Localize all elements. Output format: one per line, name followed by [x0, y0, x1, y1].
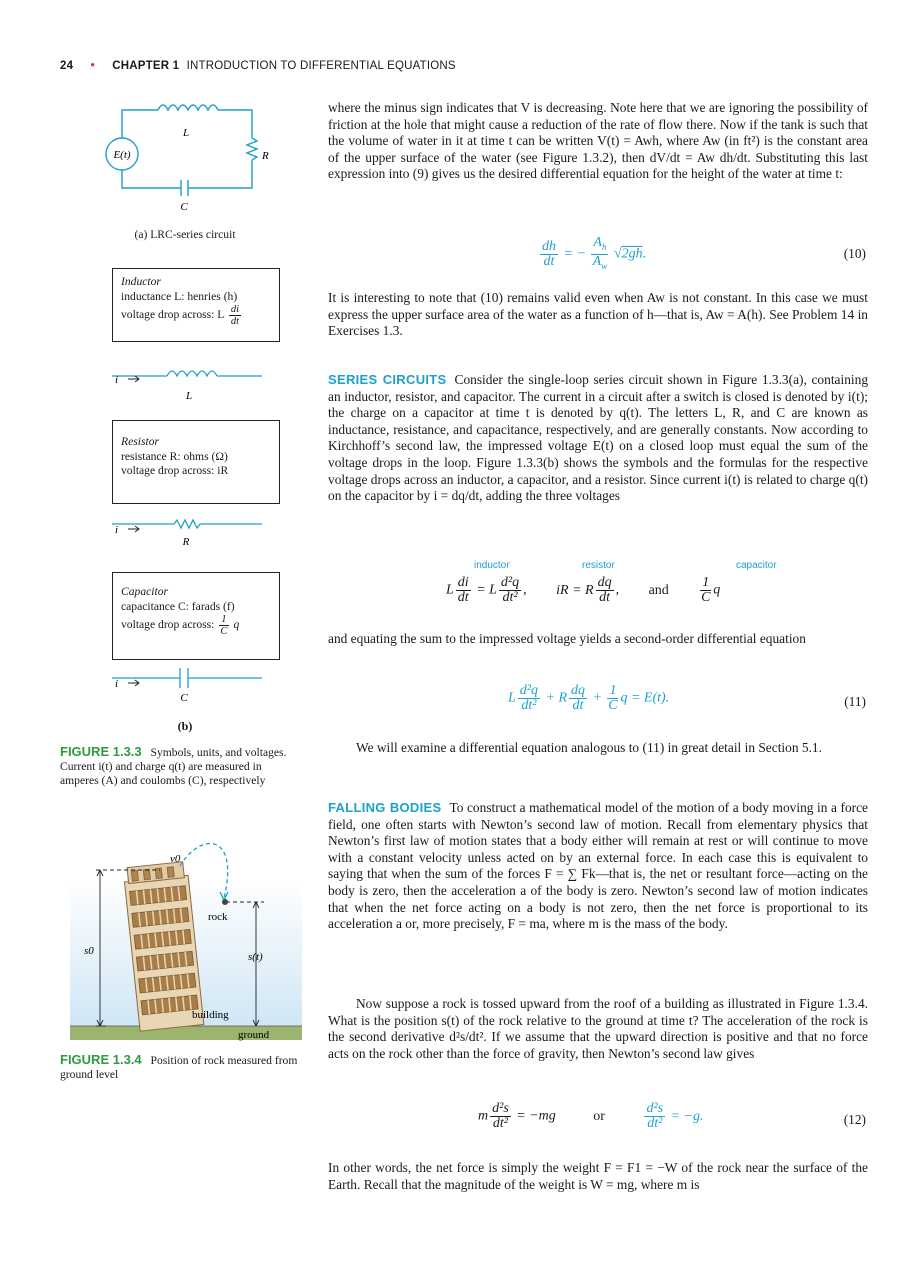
resistor-line2: voltage drop across: iR [121, 464, 229, 477]
leaning-tower-illustration [70, 838, 302, 1050]
paragraph-6-text: To construct a mathematical model of the motion of a body moving in a force field, one often starts with Newton’s second law of motion. Recall from elementary physics that Newton’s first law of motion states that a body either will remain at rest or will continue to move with a constant velocity unless acted on by an external force. In each case this is equivalent to saying that when the sum of the forces F = ∑ Fk—that is, the net or resultant force—acting on the body is zero, then the acceleration a of the body is zero. Newton’s second law of motion indicates that when the net force acting on a body is not zero, then the net force is proportional to its acceleration a or, more precisely, F = ma, where m is the mass of the body. [328, 800, 868, 932]
inductor-line2-row [121, 304, 271, 327]
capacitor-line2-row [121, 614, 271, 637]
or-word: or [593, 1108, 605, 1124]
inductor-title: Inductor [121, 275, 161, 288]
falling-bodies-heading: FALLING BODIES [328, 800, 442, 815]
current-arrow-icon [128, 526, 139, 532]
chapter-label: CHAPTER 1 [112, 60, 180, 72]
rock-icon [222, 899, 228, 905]
svg-text:v0: v0 [170, 853, 181, 865]
capacitor-line1: capacitance C: farads (f) [121, 599, 235, 613]
subfigure-a-caption: (a) LRC-series circuit [134, 228, 236, 241]
lrc-circuit-diagram [100, 98, 270, 213]
resistor-symbol [112, 514, 272, 554]
chapter-title: INTRODUCTION TO DIFFERENTIAL EQUATIONS [186, 60, 456, 72]
equation-11: L $\frac{\text{d²q}}{\text{dt²}}$ + R $\frac{dq}{dt}$ + $\frac{1}{C}$ q = E(t). [508, 683, 670, 713]
svg-text:building: building [192, 1009, 229, 1021]
bullet-icon: • [90, 60, 95, 72]
figure-1-3-3-caption [60, 745, 300, 788]
figure-1-3-3-label: FIGURE 1.3.3 [60, 744, 142, 759]
svg-text:L: L [185, 390, 193, 402]
figure-1-3-4-text: Position of rock measured from ground level [60, 1054, 298, 1081]
paragraph-4-text: and equating the sum to the impressed voltage yields a second-order differential equation [328, 631, 806, 646]
and-word: and [648, 582, 669, 598]
figure-1-3-4-caption [60, 1053, 300, 1082]
voltage-drop-equations: L $\frac{di}{dt}$ = L $\frac{\text{d²q}}{\text{dt²}}$ , iR = R $\frac{dq}{dt}$ , and $\frac{1}{C}$ q [446, 575, 721, 605]
svg-text:i: i [115, 524, 119, 536]
paragraph-8 [328, 1160, 868, 1193]
paragraph-2-text: It is interesting to note that (10) remains valid even when Aw is not constant. In this case we must express the upper surface area of the water as a function of h—that is, Aw = A(h). See Problem 14 in Exercises 1.3. [328, 290, 868, 339]
label-inductor: inductor [474, 560, 510, 571]
label-capacitor: capacitor [736, 560, 777, 571]
paragraph-5-text: We will examine a differential equation analogous to (11) in great detail in Section 5.1. [356, 740, 822, 755]
capacitor-title: Capacitor [121, 585, 169, 598]
paragraph-3-text: Consider the single-loop series circuit shown in Figure 1.3.3(a), containing an inductor, resistor, and capacitor. The current in a circuit after a switch is closed is denoted by i(t); the charge on a capacitor at time t is denoted by q(t). The letters L, R, and C are known as inductance, resistance, and capacitance, respectively, and are generally constants. Now according to Kirchhoff’s second law, the impressed voltage E(t) on a closed loop must equal the sum of the voltage drops in the loop. Figure 1.3.3(b) shows the symbols and the formulas for the respective voltage drops across an inductor, a capacitor, and a resistor. Since current i(t) is related to charge q(t) on the capacitor by i = dq/dt, adding the three voltages [328, 372, 869, 504]
equation-12-number: (12) [843, 1112, 866, 1127]
current-arrow-icon [128, 376, 139, 382]
paragraph-7-text: Now suppose a rock is tossed upward from the roof of a building as illustrated in Figure 1.3.4. What is the position s(t) of the rock relative to the ground at time t? The acceleration of the rock is the second derivative d²s/dt². If we assume that the upward direction is positive and that no force acts on the rock other than the force of gravity, then Newton’s second law gives [328, 996, 868, 1061]
inductor-label: L [182, 127, 190, 139]
capacitor-q: q [233, 618, 240, 632]
capacitor-box [112, 572, 280, 660]
equation-10: $\frac{dh}{dt}$ = − $\frac{A_h}{A_w}$ √2gh. [542, 235, 647, 271]
frac-den: C [220, 626, 228, 637]
resistor-box [112, 420, 280, 504]
paragraph-5 [328, 740, 868, 757]
frac-den: dt [230, 316, 239, 327]
capacitor-label: C [180, 201, 188, 213]
resistor-label: R [262, 150, 269, 162]
inductor-fraction [229, 304, 241, 327]
resistor-title: Resistor [121, 435, 160, 448]
label-resistor: resistor [582, 560, 615, 571]
capacitor-symbol [112, 664, 272, 704]
figure-1-3-4-label: FIGURE 1.3.4 [60, 1052, 142, 1067]
inductor-line1: inductance L: henries (h) [121, 289, 238, 303]
svg-text:s(t): s(t) [248, 951, 263, 963]
paragraph-7 [328, 996, 868, 1062]
equation-10-number: (10) [843, 246, 866, 261]
capacitor-fraction [219, 614, 228, 637]
inductor-symbol [112, 362, 272, 402]
equation-12: m $\frac{\text{d²s}}{\text{dt²}}$ = −mg or $\frac{\text{d²s}}{\text{dt²}}$ = −g. [478, 1101, 704, 1131]
paragraph-8-text: In other words, the net force is simply the weight F = F1 = −W of the rock near the surface of the Earth. Recall that the magnitude of the weight is W = mg, where m is [328, 1160, 868, 1192]
subfigure-b-caption: (b) [177, 719, 193, 733]
page-number: 24 [60, 60, 74, 72]
paragraph-1 [328, 100, 868, 183]
inductor-line2: voltage drop across: L [121, 308, 224, 322]
svg-text:C: C [180, 692, 188, 704]
paragraph-3 [328, 372, 868, 505]
series-circuits-heading: SERIES CIRCUITS [328, 372, 447, 387]
svg-text:rock: rock [208, 911, 228, 923]
svg-text:ground: ground [238, 1029, 270, 1041]
paragraph-1-text: where the minus sign indicates that V is decreasing. Note here that we are ignoring the possibility of friction at the hole that might cause a reduction of the rate of flow there. Now if the tank is such that the volume of water in it at time t can be written V(t) = Awh, where Aw (in ft²) is the constant area of the upper surface of the water (see Figure 1.3.2), then dV/dt = Aw dh/dt. Substituting this last expression into (9) gives us the desired differential equation for the height of the water at time t: [328, 100, 868, 182]
current-arrow-icon [128, 680, 139, 686]
capacitor-line2: voltage drop across: [121, 618, 215, 632]
paragraph-6 [328, 800, 868, 933]
paragraph-2 [328, 290, 868, 340]
figure-1-3-3-text: Symbols, units, and voltages. Current i(t) and charge q(t) are measured in amperes (A) and coulombs (C), respectively [60, 746, 287, 787]
svg-text:s0: s0 [84, 945, 94, 957]
page-header [60, 60, 456, 72]
resistor-line1: resistance R: ohms (Ω) [121, 449, 228, 463]
frac-num: 1 [221, 614, 227, 625]
svg-text:i: i [115, 678, 119, 690]
paragraph-4 [328, 631, 868, 648]
svg-text:i: i [115, 374, 119, 386]
frac-num: di [230, 304, 239, 315]
inductor-box [112, 268, 280, 342]
source-label: E(t) [113, 149, 131, 161]
equation-11-number: (11) [844, 694, 866, 709]
svg-text:R: R [182, 536, 190, 548]
